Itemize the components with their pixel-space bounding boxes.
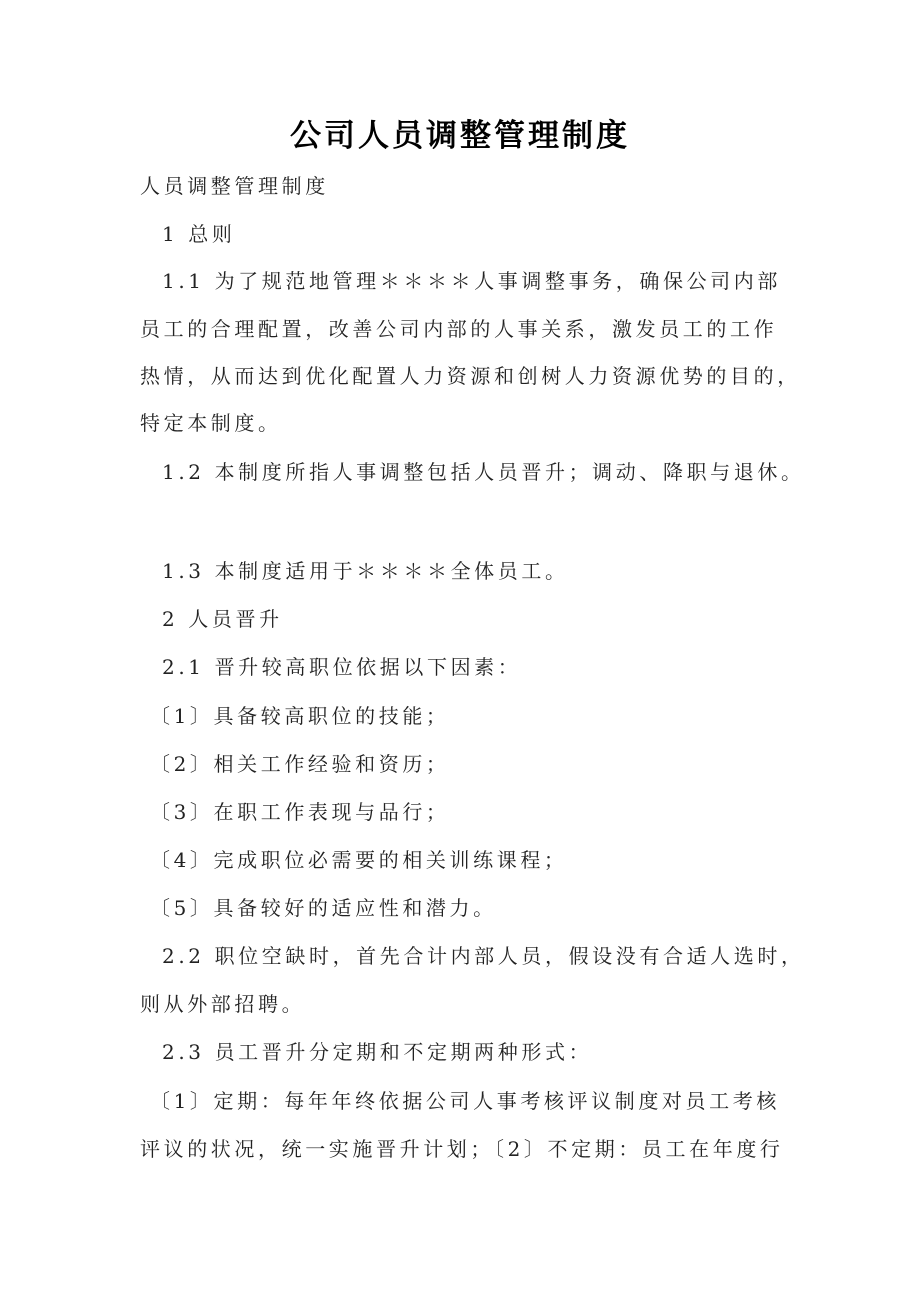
clause-1-2: 1.2 本制度所指人事调整包括人员晋升；调动、降职与退休。 xyxy=(162,460,805,484)
list-item-2: 〔2〕相关工作经验和资历； xyxy=(150,752,450,776)
list-item-3: 〔3〕在职工作表现与品行； xyxy=(150,800,450,824)
clause-2-2-line-1: 2.2 职位空缺时，首先合计内部人员，假设没有合适人选时， xyxy=(162,944,805,968)
clause-2-1: 2.1 晋升较高职位依据以下因素： xyxy=(162,655,522,679)
clause-2-3-item-line-1: 〔1〕定期：每年年终依据公司人事考核评议制度对员工考核 xyxy=(150,1089,780,1113)
section-heading-2: 2 人员晋升 xyxy=(162,607,283,631)
clause-2-2-line-2: 则从外部招聘。 xyxy=(140,992,306,1016)
clause-2-3: 2.3 员工晋升分定期和不定期两种形式： xyxy=(162,1040,593,1064)
clause-1-3: 1.3 本制度适用于＊＊＊＊全体员工。 xyxy=(162,559,569,583)
list-item-5: 〔5〕具备较好的适应性和潜力。 xyxy=(150,896,497,920)
document-subtitle: 人员调整管理制度 xyxy=(140,174,329,198)
clause-1-1-line-2: 员工的合理配置，改善公司内部的人事关系，激发员工的工作 xyxy=(140,317,778,341)
clause-1-1-line-3: 热情，从而达到优化配置人力资源和创树人力资源优势的目的， xyxy=(140,364,801,388)
clause-1-1-line-4: 特定本制度。 xyxy=(140,411,282,435)
section-heading-1: 1 总则 xyxy=(162,222,236,246)
document-title: 公司人员调整管理制度 xyxy=(290,118,630,154)
list-item-1: 〔1〕具备较高职位的技能； xyxy=(150,704,450,728)
clause-1-1-line-1: 1.1 为了规范地管理＊＊＊＊人事调整事务，确保公司内部 xyxy=(162,269,781,293)
list-item-4: 〔4〕完成职位必需要的相关训练课程； xyxy=(150,848,568,872)
clause-2-3-item-line-2: 评议的状况，统一实施晋升计划；〔2〕不定期：员工在年度行 xyxy=(140,1137,784,1161)
